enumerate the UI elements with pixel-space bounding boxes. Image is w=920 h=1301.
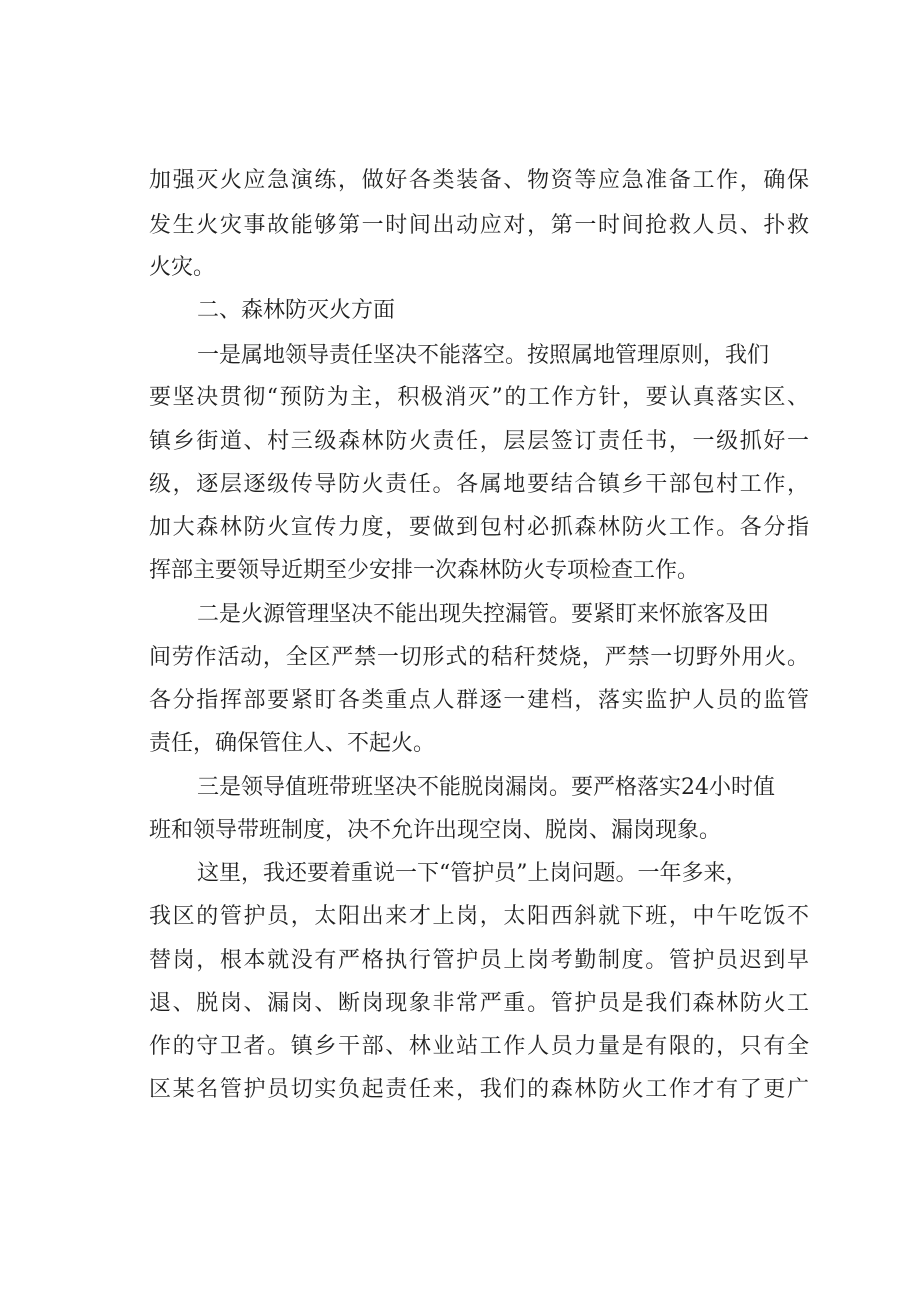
para4-line-6: 区某名管护员切实负起责任来，我们的森林防火工作才有了更广 <box>149 1077 809 1102</box>
para2-line-3: 各分指挥部要紧盯各类重点人群逐一建档，落实监护人员的监管 <box>149 688 809 713</box>
para4-line-3: 替岗，根本就没有严格执行管护员上岗考勤制度。管护员迟到早 <box>149 948 809 973</box>
para2-line-2: 间劳作活动，全区严禁一切形式的秸秆焚烧，严禁一切野外用火。 <box>149 645 809 670</box>
para1-line-4: 级，逐层逐级传导防火责任。各属地要结合镇乡干部包村工作， <box>149 472 809 497</box>
intro-line-2: 发生火灾事故能够第一时间出动应对，第一时间抢救人员、扑救 <box>149 213 809 238</box>
section-heading: 二、森林防灭火方面 <box>197 298 396 323</box>
para1-line-2: 要坚决贯彻“预防为主，积极消灭”的工作方针，要认真落实区、 <box>149 385 809 410</box>
para4-line-5: 作的守卫者。镇乡干部、林业站工作人员力量是有限的，只有全 <box>149 1034 809 1059</box>
para4-line-4: 退、脱岗、漏岗、断岗现象非常严重。管护员是我们森林防火工 <box>149 991 809 1016</box>
intro-line-3: 火灾。 <box>149 255 216 280</box>
para4-line-1: 这里，我还要着重说一下“管护员”上岗问题。一年多来， <box>197 861 748 886</box>
para4-line-2: 我区的管护员，太阳出来才上岗，太阳西斜就下班，中午吃饭不 <box>149 904 809 929</box>
para3-line-2: 班和领导带班制度，决不允许出现空岗、脱岗、漏岗现象。 <box>149 818 722 843</box>
para2-line-1: 二是火源管理坚决不能出现失控漏管。要紧盯来怀旅客及田 <box>197 602 770 627</box>
para1-line-1: 一是属地领导责任坚决不能落空。按照属地管理原则，我们 <box>197 343 770 368</box>
para3-line-1: 三是领导值班带班坚决不能脱岗漏岗。要严格落实24小时值 <box>197 775 775 800</box>
para2-line-4: 责任，确保管住人、不起火。 <box>149 731 436 756</box>
intro-line-1: 加强灭火应急演练，做好各类装备、物资等应急准备工作，确保 <box>149 168 809 193</box>
para1-line-6: 挥部主要领导近期至少安排一次森林防火专项检查工作。 <box>149 558 700 583</box>
para1-line-5: 加大森林防火宣传力度，要做到包村必抓森林防火工作。各分指 <box>149 515 809 540</box>
para1-line-3: 镇乡街道、村三级森林防火责任，层层签订责任书，一级抓好一 <box>149 429 809 454</box>
